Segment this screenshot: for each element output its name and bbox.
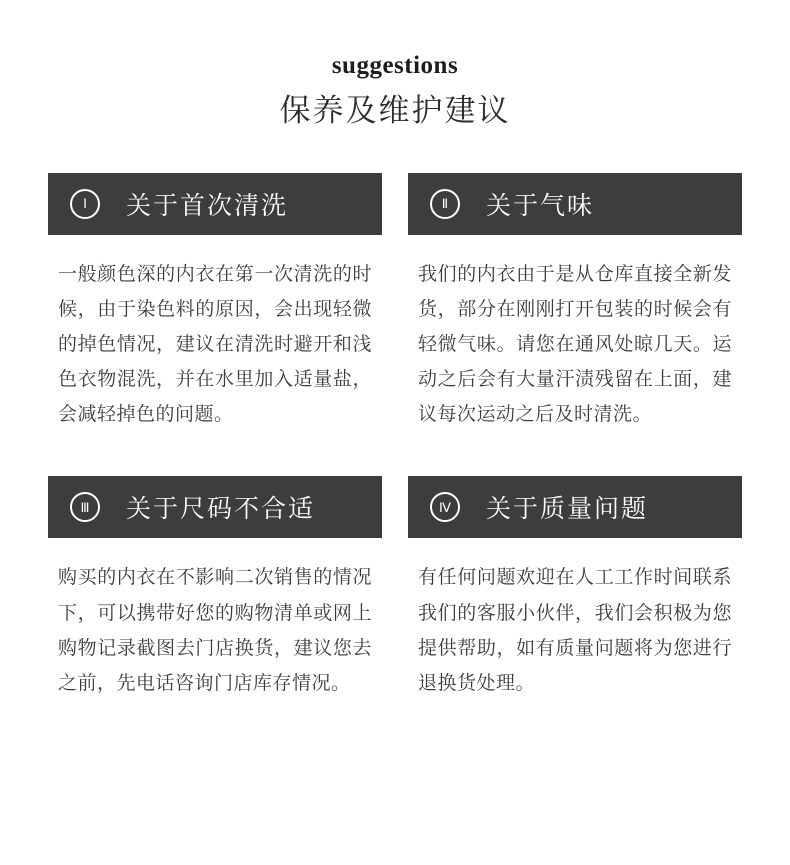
- card-body-4: 有任何问题欢迎在人工工作时间联系我们的客服小伙伴，我们会积极为您提供帮助，如有质量问题将为您进行退换货处理。: [418, 567, 732, 694]
- card-title-1: 关于首次清洗: [126, 191, 289, 220]
- card-header-3: [48, 476, 382, 538]
- page-title-cn: 保养及维护建议: [279, 92, 511, 128]
- roman-numeral-icon: Ⅲ: [70, 492, 100, 522]
- suggestion-card-1: [48, 173, 382, 433]
- suggestion-card-2: [408, 173, 742, 433]
- roman-numeral-icon: Ⅱ: [430, 189, 460, 219]
- card-title-2: 关于气味: [486, 191, 595, 220]
- suggestion-card-grid: [0, 173, 790, 701]
- card-header-1: [48, 173, 382, 235]
- roman-numeral-icon: Ⅳ: [430, 492, 460, 522]
- suggestion-card-3: [48, 432, 382, 701]
- page-header: [0, 0, 790, 129]
- page-title-en: suggestions: [331, 52, 459, 79]
- card-body-2: 我们的内衣由于是从仓库直接全新发货，部分在刚刚打开包装的时候会有轻微气味。请您在通风处晾几天。运动之后会有大量汗渍残留在上面，建议每次运动之后及时清洗。: [418, 263, 732, 426]
- card-body-3: 购买的内衣在不影响二次销售的情况下，可以携带好您的购物清单或网上购物记录截图去门店换货，建议您去之前，先电话咨询门店库存情况。: [58, 567, 372, 694]
- card-title-3: 关于尺码不合适: [126, 495, 316, 524]
- card-body-1: 一般颜色深的内衣在第一次清洗的时候，由于染色料的原因，会出现轻微的掉色情况，建议在清洗时避开和浅色衣物混洗，并在水里加入适量盐，会减轻掉色的问题。: [58, 263, 372, 426]
- card-header-2: [408, 173, 742, 235]
- card-title-4: 关于质量问题: [486, 495, 649, 524]
- card-header-4: [408, 476, 742, 538]
- roman-numeral-icon: Ⅰ: [70, 189, 100, 219]
- suggestion-card-4: [408, 432, 742, 701]
